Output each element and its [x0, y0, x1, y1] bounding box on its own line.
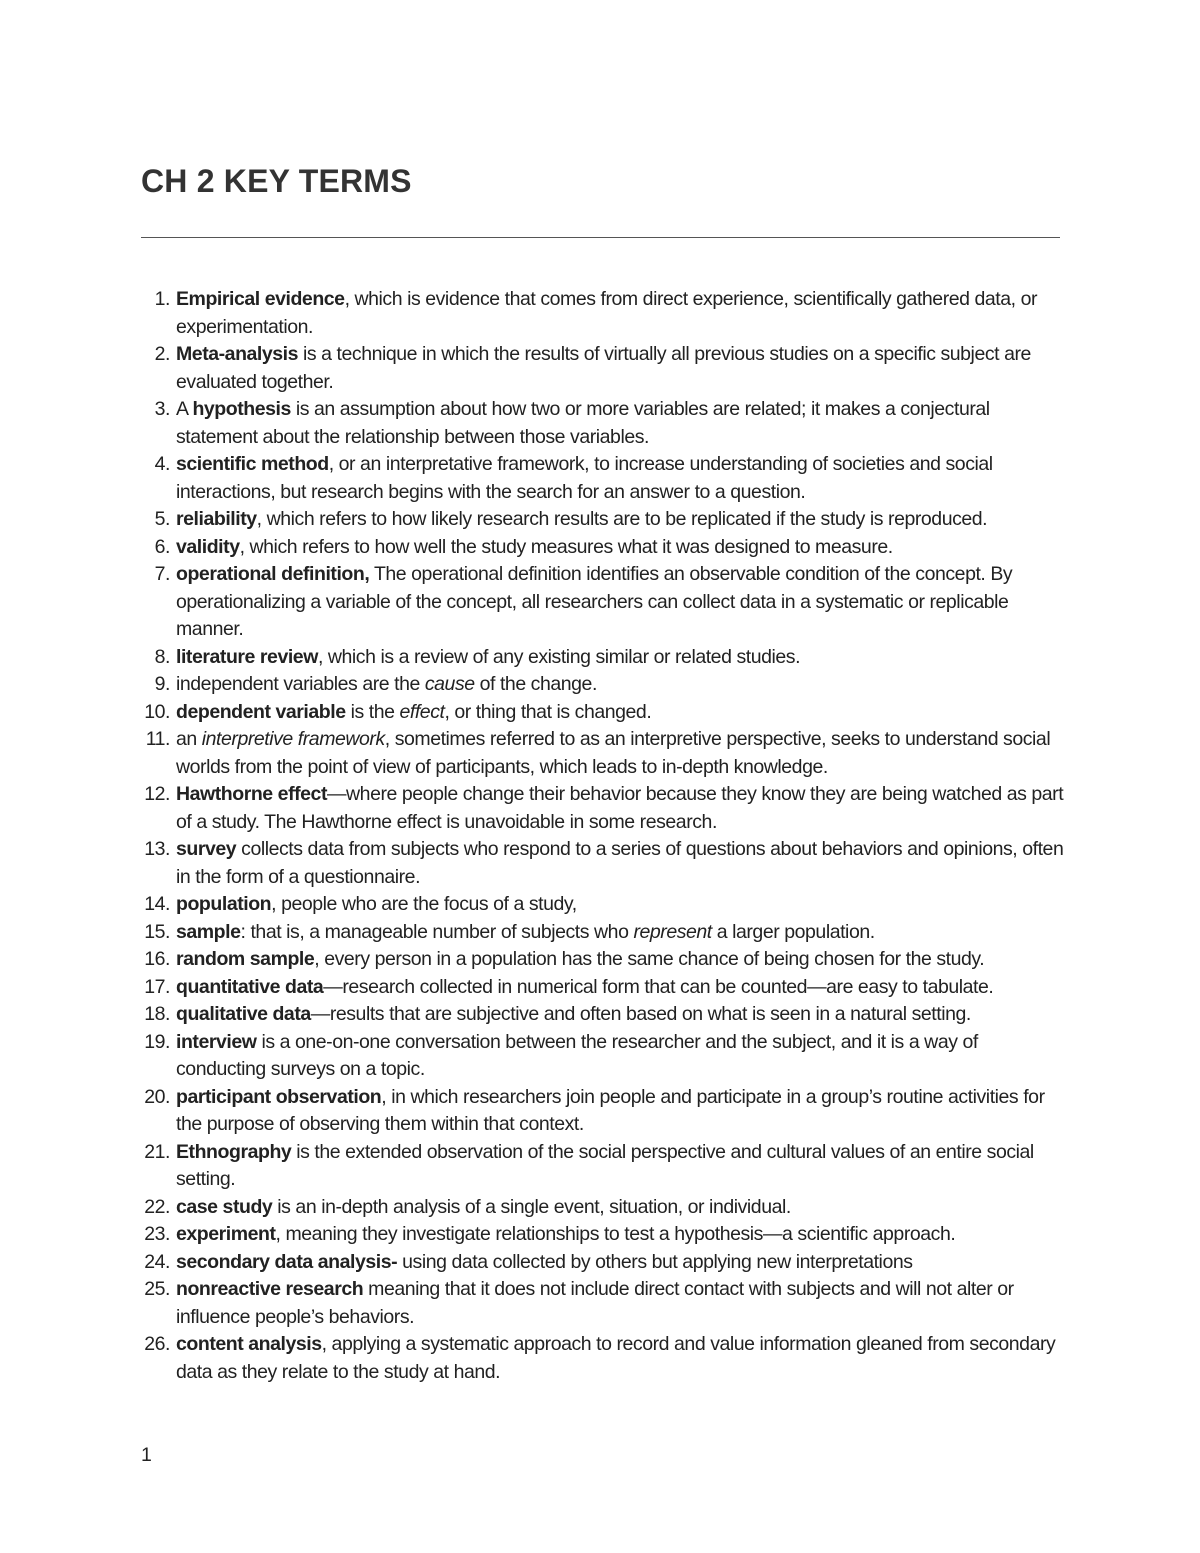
term-keyword: content analysis [176, 1333, 322, 1355]
term-item [144, 781, 1066, 836]
term-item [154, 396, 1066, 451]
term-definition: , sometimes referred to as an interpretive perspective, seeks to understand social worlds from the point of view of participants, which leads to in-depth knowledge. [176, 728, 1051, 778]
term-definition: a larger population. [711, 920, 875, 943]
term-keyword: interview [176, 1030, 257, 1053]
term-definition: , meaning they investigate relationships to test a hypothesis—a scientific approach. [275, 1223, 956, 1245]
term-keyword: experiment [176, 1223, 276, 1245]
term-item [144, 1029, 1066, 1084]
term-number: 26. [144, 1333, 170, 1355]
term-item [154, 451, 1066, 506]
term-item [144, 946, 1066, 974]
term-definition: of the change. [474, 673, 597, 695]
term-definition: , or an interpretative framework, to increase understanding of societies and social interactions, but research begins with the search for an answer to a question. [176, 453, 993, 503]
term-definition: collects data from subjects who respond to a series of questions about behaviors and opinions, often in the form of a questionnaire. [176, 838, 1064, 888]
term-item [144, 836, 1066, 891]
term-definition: is a one-on-one conversation between the researcher and the subject, and it is a way of conducting surveys on a topic. [176, 1030, 978, 1080]
term-item [154, 341, 1066, 396]
page-title: CH 2 KEY TERMS [141, 163, 412, 199]
term-definition: using data collected by others but applying new interpretations [397, 1250, 913, 1273]
term-item [144, 1221, 1066, 1249]
term-number: 24. [144, 1250, 170, 1273]
term-definition: is the extended observation of the social perspective and cultural values of an entire social setting. [176, 1140, 1034, 1190]
term-item [154, 506, 1066, 534]
term-keyword: scientific method [176, 453, 329, 475]
term-number: 10. [144, 700, 170, 723]
term-number: 8. [154, 645, 170, 668]
term-definition: A [176, 398, 193, 420]
term-definition: : that is, a manageable number of subjects who [240, 920, 634, 943]
term-definition: is a technique in which the results of virtually all previous studies on a specific subject are evaluated together. [176, 343, 1031, 393]
term-number: 14. [144, 893, 170, 915]
term-number: 1. [154, 288, 170, 310]
term-keyword: qualitative data [176, 1003, 311, 1025]
term-definition: independent variables are the [176, 673, 425, 695]
term-item [144, 1276, 1066, 1331]
term-number: 20. [144, 1085, 170, 1108]
title-divider [141, 237, 1060, 238]
term-definition: is an assumption about how two or more variables are related; it makes a conjectural statement about the relationship between those variables. [176, 398, 990, 448]
term-item [154, 561, 1066, 644]
term-number: 2. [154, 343, 170, 365]
term-keyword: sample [176, 920, 241, 943]
term-definition: —where people change their behavior because they know they are being watched as part of a study. The Hawthorne effect is unavoidable in some research. [176, 783, 1064, 833]
term-number: 7. [154, 563, 170, 585]
term-definition: , applying a systematic approach to record and value information gleaned from secondary data as they relate to the study at hand. [176, 1333, 1056, 1383]
term-keyword: secondary data analysis- [176, 1250, 398, 1273]
term-keyword: case study [176, 1195, 273, 1218]
term-definition: an [176, 728, 202, 750]
term-number: 23. [144, 1223, 170, 1245]
term-number: 12. [144, 783, 170, 805]
term-keyword: operational definition, [176, 563, 370, 585]
term-keyword: random sample [176, 948, 315, 970]
term-definition: , every person in a population has the same chance of being chosen for the study. [314, 948, 985, 970]
term-keyword: Meta-analysis [176, 343, 299, 365]
term-item [144, 1001, 1066, 1029]
term-emphasis: interpretive framework [201, 728, 385, 750]
term-definition: meaning that it does not include direct contact with subjects and will not alter or influence people’s behaviors. [176, 1278, 1014, 1328]
term-definition: , people who are the focus of a study, [271, 893, 577, 915]
term-number: 4. [154, 453, 170, 475]
term-definition: The operational definition identifies an observable condition of the concept. By operationalizing a variable of the concept, all researchers can collect data in a systematic or replicable manner. [176, 563, 1013, 640]
term-keyword: quantitative data [176, 975, 324, 998]
term-definition: , which is evidence that comes from direct experience, scientifically gathered data, or experimentation. [176, 288, 1038, 338]
term-item [144, 1194, 1066, 1222]
term-item [144, 1084, 1066, 1139]
term-item [154, 286, 1066, 341]
term-number: 18. [144, 1003, 170, 1025]
page-number: 1 [141, 1444, 152, 1466]
term-keyword: Ethnography [176, 1140, 292, 1163]
term-item [144, 1331, 1066, 1386]
term-item [144, 891, 1066, 919]
term-keyword: survey [176, 838, 237, 860]
term-number: 6. [154, 535, 170, 558]
term-keyword: nonreactive research [176, 1278, 364, 1300]
term-definition: —research collected in numerical form that can be counted—are easy to tabulate. [323, 975, 994, 998]
term-number: 19. [144, 1030, 170, 1053]
term-number: 13. [144, 838, 170, 860]
term-definition: , which refers to how well the study measures what it was designed to measure. [239, 535, 893, 558]
term-item [154, 671, 1066, 699]
term-emphasis: effect [399, 700, 445, 723]
term-number: 16. [144, 948, 170, 970]
term-keyword: dependent variable [176, 700, 346, 723]
term-keyword: literature review [176, 645, 318, 668]
term-number: 21. [144, 1140, 170, 1163]
term-definition: , which refers to how likely research results are to be replicated if the study is reproduced. [256, 508, 988, 530]
term-keyword: population [176, 893, 272, 915]
term-number: 22. [144, 1195, 170, 1218]
term-item [154, 534, 1066, 562]
term-keyword: participant observation [176, 1085, 382, 1108]
term-item [144, 974, 1066, 1002]
term-definition: , in which researchers join people and participate in a group’s routine activities for the purpose of observing them within that context. [176, 1085, 1045, 1135]
term-item [144, 699, 1066, 727]
term-item [144, 1249, 1066, 1277]
term-definition: is an in-depth analysis of a single event, situation, or individual. [272, 1195, 791, 1218]
term-keyword: validity [176, 535, 240, 558]
term-item [145, 726, 1066, 781]
term-number: 25. [144, 1278, 170, 1300]
term-number: 11. [145, 728, 170, 750]
term-number: 5. [154, 508, 170, 530]
term-number: 17. [144, 975, 170, 998]
term-number: 3. [154, 398, 170, 420]
term-item [144, 919, 1066, 947]
term-keyword: Empirical evidence [176, 288, 345, 310]
term-keyword: reliability [176, 508, 257, 530]
term-item [144, 1139, 1066, 1194]
key-terms-list [144, 286, 1066, 1386]
term-item [154, 644, 1066, 672]
term-number: 15. [144, 920, 170, 943]
term-definition: is the [345, 700, 400, 723]
term-keyword: hypothesis [192, 398, 291, 420]
term-definition: , which is a review of any existing similar or related studies. [317, 645, 801, 668]
term-definition: —results that are subjective and often based on what is seen in a natural setting. [310, 1003, 971, 1025]
term-emphasis: represent [633, 920, 712, 943]
term-emphasis: cause [424, 673, 475, 695]
term-definition: , or thing that is changed. [444, 700, 652, 723]
term-number: 9. [154, 673, 170, 695]
term-keyword: Hawthorne effect [176, 783, 327, 805]
